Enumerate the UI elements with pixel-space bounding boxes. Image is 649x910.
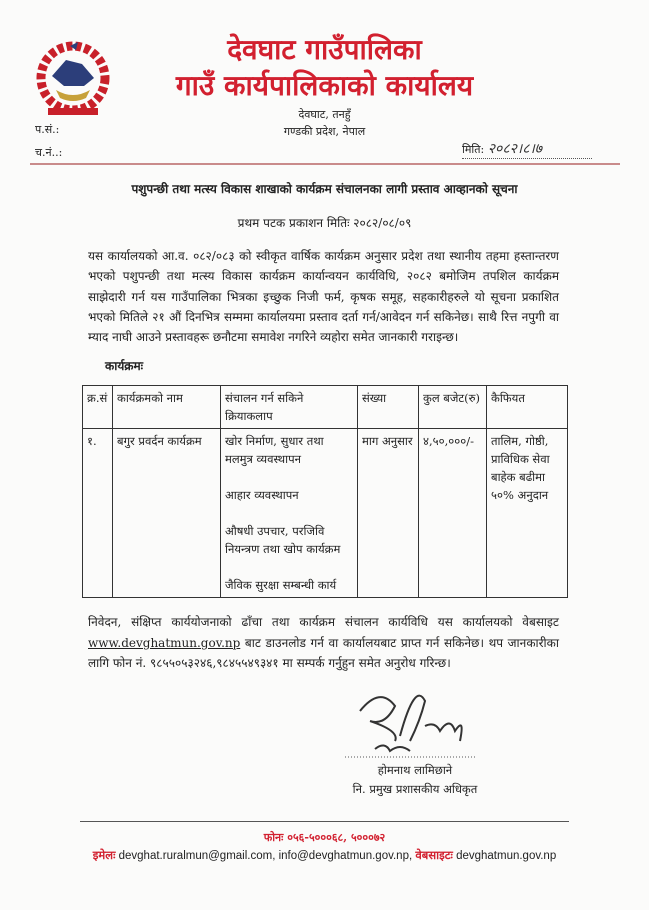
footer-contact bbox=[20, 847, 629, 866]
web-value: devghatmun.gov.np bbox=[456, 850, 557, 863]
header-divider bbox=[30, 163, 620, 165]
email-label: इमेलः bbox=[92, 850, 116, 863]
activity: आहार व्यवस्थापन bbox=[225, 488, 299, 503]
letterhead bbox=[0, 0, 649, 166]
website-link[interactable]: www.devghatmun.gov.np bbox=[88, 635, 241, 650]
closing-text-1: निवेदन, संक्षिप्त कार्ययोजनाको ढाँचा तथा कार्यक्रम संचालन कार्यविधि यस कार्यालयको वेबसाइट bbox=[88, 615, 559, 630]
notice-subject: पशुपन्छी तथा मत्स्य विकास शाखाको कार्यक्रम संचालनका लागी प्रस्ताव आव्हानको सूचना bbox=[131, 182, 518, 196]
page-footer bbox=[80, 821, 569, 876]
office-name: गाउँ कार्यपालिकाको कार्यालय bbox=[175, 69, 474, 102]
address-line-1: देवघाट, तनहुँ bbox=[298, 108, 351, 121]
col-name: कार्यक्रमको नाम bbox=[113, 386, 221, 429]
col-quantity: संख्या bbox=[358, 386, 419, 429]
cell-activities bbox=[221, 429, 358, 598]
cell-budget: ४,५०,०००/- bbox=[419, 429, 487, 598]
col-activities: संचालन गर्न सकिने क्रियाकलाप bbox=[221, 386, 358, 429]
date-value: २०८२।८।७ bbox=[487, 141, 543, 157]
col-remarks: कैफियत bbox=[487, 386, 568, 429]
address-line-2: गण्डकी प्रदेश, नेपाल bbox=[283, 125, 366, 138]
phone-value: ०५६-५०००६८, ५०००७२ bbox=[287, 831, 386, 845]
col-sn: क्र.सं bbox=[83, 386, 113, 429]
program-table bbox=[82, 385, 568, 598]
table-row bbox=[83, 429, 568, 598]
cell-sn: १. bbox=[83, 429, 113, 598]
program-label: कार्यक्रमः bbox=[105, 359, 144, 374]
date-label: मिति: bbox=[462, 143, 485, 156]
cell-quantity: माग अनुसार bbox=[358, 429, 419, 598]
publication-date: प्रथम पटक प्रकाशन मितिः २०८२/०८/०९ bbox=[237, 216, 412, 230]
notice-content bbox=[0, 180, 649, 673]
closing-paragraph bbox=[82, 612, 567, 673]
signatory-title: नि. प्रमुख प्रशासकीय अधिकृत bbox=[352, 782, 478, 797]
notice-body: यस कार्यालयको आ.व. ०८२/०८३ को स्वीकृत वार्षिक कार्यक्रम अनुसार प्रदेश तथा स्थानीय तहमा हस्तान्तरण भएको पशुपन्छी तथा मत्स्य विकास कार्यक्रम कार्यान्वयन कार्यविधि, २०८२ बमोजिम तपशिल कार्यक्रम साझेदारी गर्न यस गाउँपालिका भित्रका इच्छुक निजी फर्म, कृषक समूह, सहकारीहरुले यो सूचना प्रकाशित भएको मितिले २१ औं दिनभित्र सम्ममा कार्यालयमा प्रस्ताव दर्ता गर्न/आवेदन गर्न सकिनेछ। साथै रित्त नपुगी वा म्याद नाघी आउने प्रस्तावहरू छनौटमा समावेश नगरिने व्यहोरा समेत जानकारी गराइन्छ। bbox=[88, 249, 559, 345]
email-values: devghat.ruralmun@gmail.com, info@devghatmun.gov.np, bbox=[118, 850, 413, 863]
footer-phone bbox=[80, 828, 569, 847]
date-field bbox=[462, 141, 592, 159]
cell-name: बगुर प्रवर्दन कार्यक्रम bbox=[113, 429, 221, 598]
emblem-logo bbox=[34, 38, 112, 122]
activity: खोर निर्माण, सुधार तथा मलमुत्र व्यवस्थापन bbox=[225, 434, 324, 467]
cell-remarks: तालिम, गोष्ठी, प्राविधिक सेवा बाहेक बढीमा ५०% अनुदान bbox=[487, 429, 568, 598]
col-budget: कुल बजेट(रु) bbox=[419, 386, 487, 429]
dispatch-number-label: च.नं..: bbox=[35, 146, 63, 159]
activity: औषधी उपचार, परजिवि नियन्त्रण तथा खोप कार्यक्रम bbox=[225, 524, 341, 557]
signature-block bbox=[330, 681, 500, 799]
signature-image bbox=[340, 681, 490, 761]
phone-label: फोनः bbox=[263, 831, 284, 845]
web-label: वेबसाइटः bbox=[415, 850, 453, 863]
ref-number-label: प.सं.: bbox=[35, 123, 60, 136]
activity: जैविक सुरक्षा सम्बन्धी कार्य bbox=[225, 578, 337, 593]
org-name: देवघाट गाउँपालिका bbox=[227, 33, 422, 66]
closing-text-2: बाट डाउनलोड गर्न वा कार्यालयबाट प्राप्त गर्न सकिनेछ। थप जानकारीका लागि फोन नं. ९८५५०५३२४६,९८४५५४९३४१ मा सम्पर्क गर्नुहुन समेत अनुरोध गरिन्छ। bbox=[88, 635, 559, 671]
signatory-name: होमनाथ लामिछाने bbox=[377, 763, 453, 778]
table-header-row bbox=[83, 386, 568, 429]
